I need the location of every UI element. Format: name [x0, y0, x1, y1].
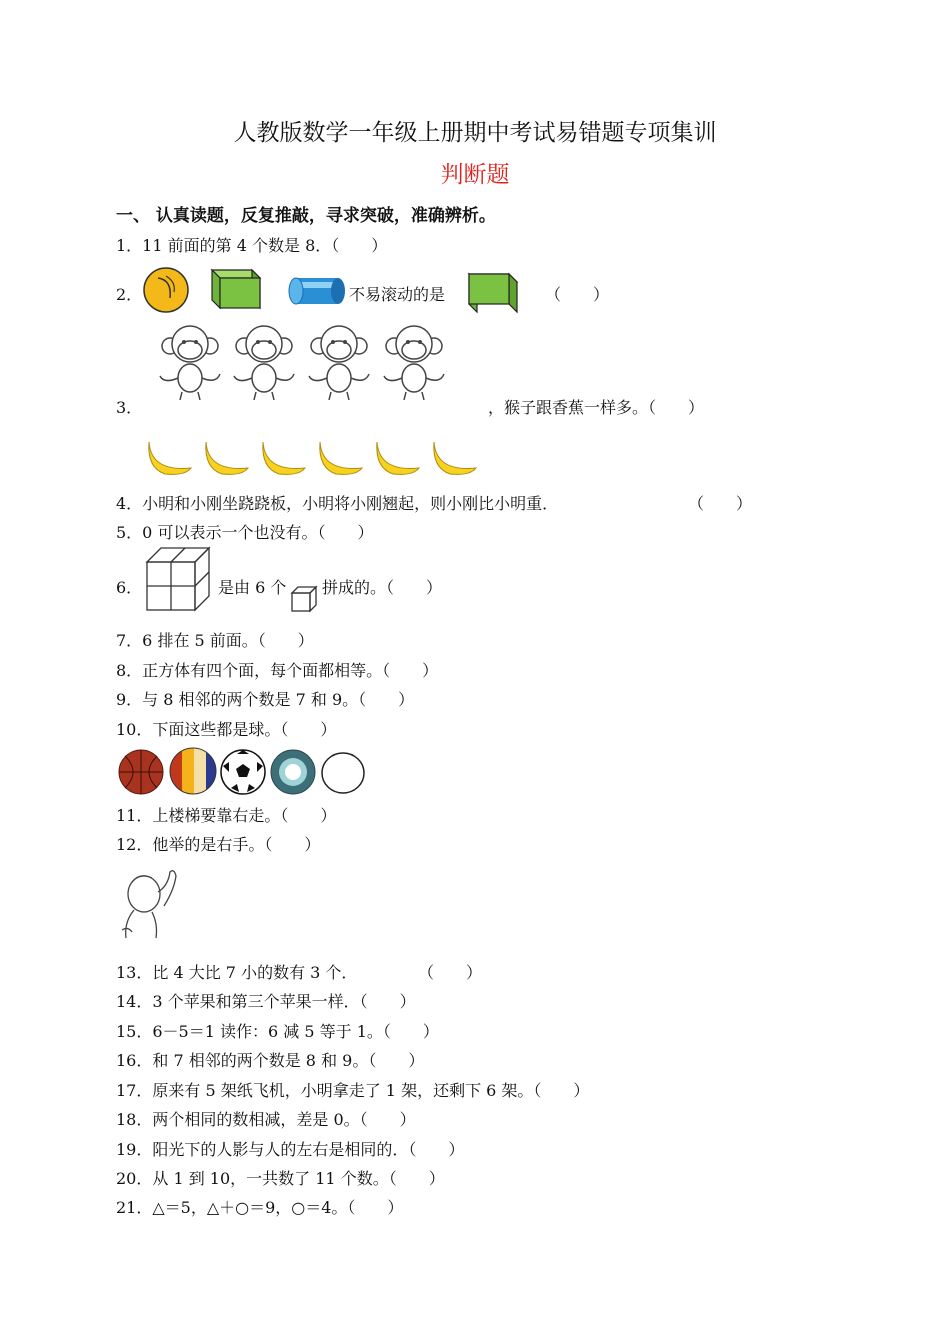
question-2-number: 2． — [116, 285, 143, 304]
question-13-answer[interactable]: （ ） — [418, 963, 483, 982]
question-13: 13．比 4 大比 7 小的数有 3 个． — [116, 963, 358, 982]
question-21: 21．△＝5，△＋○＝9，○＝4。（ ） — [116, 1198, 404, 1217]
question-2-answer[interactable]: （ ） — [545, 285, 610, 304]
question-4: 4．小明和小刚坐跷跷板，小明将小刚翘起，则小刚比小明重． — [116, 494, 559, 513]
question-2-text: 不易滚动的是 — [349, 285, 446, 304]
question-11: 11．上楼梯要靠右走。（ ） — [116, 806, 337, 825]
glass-ball-icon — [269, 748, 317, 796]
monkey-icon — [156, 322, 226, 402]
monkey-icon — [230, 322, 300, 402]
question-20: 20．从 1 到 10，一共数了 11 个数。（ ） — [116, 1169, 445, 1188]
banana-icon — [202, 438, 252, 478]
banana-icon — [259, 438, 309, 478]
soccer-ball-icon — [219, 748, 267, 796]
blue-cylinder-icon — [288, 276, 346, 306]
block-prism-icon — [145, 546, 213, 612]
basketball-icon — [117, 748, 165, 796]
question-6-text-b: 拼成的。（ ） — [322, 578, 443, 597]
page-subtitle: 判断题 — [440, 162, 510, 188]
question-3-number: 3． — [116, 398, 143, 417]
question-9: 9．与 8 相邻的两个数是 7 和 9。（ ） — [116, 690, 415, 709]
beach-ball-icon — [168, 746, 218, 796]
banana-icon — [316, 438, 366, 478]
question-16: 16．和 7 相邻的两个数是 8 和 9。（ ） — [116, 1051, 425, 1070]
question-17: 17．原来有 5 架纸飞机，小明拿走了 1 架，还剩下 6 架。（ ） — [116, 1081, 590, 1100]
question-15: 15．6－5＝1 读作：6 减 5 等于 1。（ ） — [116, 1022, 439, 1041]
section-heading: 一、 认真读题，反复推敲，寻求突破，准确辨析。 — [116, 206, 496, 226]
question-6-text-a: 是由 6 个 — [218, 578, 287, 597]
question-3-text: ，猴子跟香蕉一样多。（ ） — [488, 398, 705, 417]
question-18: 18．两个相同的数相减，差是 0。（ ） — [116, 1110, 416, 1129]
page-title: 人教版数学一年级上册期中考试易错题专项集训 — [233, 120, 717, 146]
child-raising-hand-icon — [118, 866, 182, 942]
question-10: 10．下面这些都是球。（ ） — [116, 720, 337, 739]
green-cube-icon — [210, 268, 262, 310]
orange-ball-icon — [142, 266, 190, 314]
question-19: 19．阳光下的人影与人的左右是相同的．（ ） — [116, 1140, 465, 1159]
banana-icon — [430, 438, 480, 478]
question-14: 14．3 个苹果和第三个苹果一样．（ ） — [116, 992, 416, 1011]
monkey-icon — [380, 322, 450, 402]
monkey-icon — [305, 322, 375, 402]
green-cube-icon — [467, 272, 519, 314]
question-5: 5．0 可以表示一个也没有。（ ） — [116, 523, 374, 542]
banana-icon — [373, 438, 423, 478]
question-6-number: 6． — [116, 578, 143, 597]
question-7: 7．6 排在 5 前面。（ ） — [116, 631, 314, 650]
question-12: 12．他举的是右手。（ ） — [116, 835, 321, 854]
small-cube-icon — [290, 585, 320, 613]
question-8: 8．正方体有四个面，每个面都相等。（ ） — [116, 661, 439, 680]
question-1: 1．11 前面的第 4 个数是 8．（ ） — [116, 236, 388, 255]
empty-circle-icon — [320, 752, 366, 794]
question-4-answer[interactable]: （ ） — [688, 494, 753, 513]
banana-icon — [145, 438, 195, 478]
